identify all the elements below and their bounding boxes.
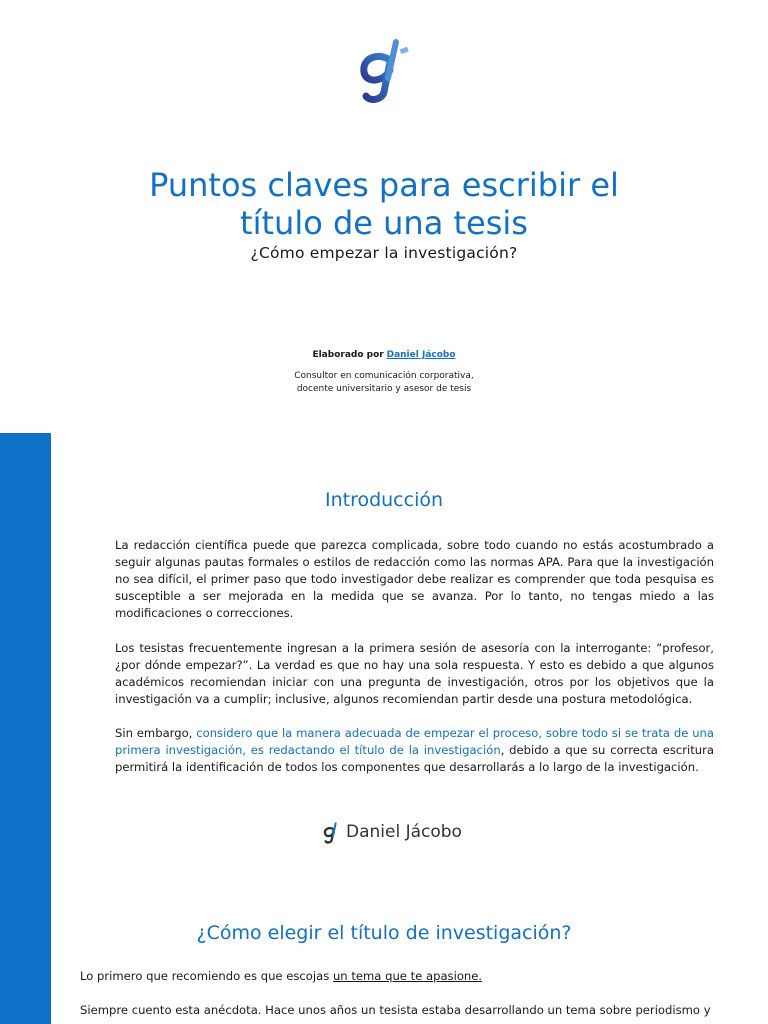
brand-mark-icon — [322, 820, 342, 844]
author-link[interactable]: Daniel Jácobo — [386, 350, 456, 360]
brand-signature — [322, 818, 462, 846]
author-role — [0, 370, 768, 396]
intro-paragraph-1: La redacción científica puede que parezca complicada, sobre todo cuando no estás acostumbrado a seguir algunas pautas formales o estilos de redacción como las normas APA. Para que la investigación no sea difícil, el primer paso que todo investigador debe realizar es comprender que toda pesquisa es susceptible a ser mejorada en la medida que se avanza. Por lo tanto, no tengas miedo a las modificaciones o correcciones. — [115, 538, 714, 620]
role-line-2: docente universitario y asesor de tesis — [296, 384, 472, 394]
brand-logo-icon — [356, 32, 414, 104]
brand-name: Daniel Jácobo — [346, 822, 462, 842]
intro-paragraph-3 — [115, 725, 714, 776]
s2p1-underlined: un tema que te apasione. — [332, 969, 483, 983]
s2p1-start: Lo primero que recomiendo es que escojas — [80, 969, 333, 983]
title-line-1: Puntos claves para escribir el — [149, 166, 619, 204]
credit-line — [0, 350, 768, 360]
section2-paragraph-2: Siempre cuento esta anécdota. Hace unos años un tesista estaba desarrollando un tema sobre periodismo y — [80, 1003, 711, 1017]
p3-start: Sin embargo, — [115, 726, 197, 740]
section2-paragraph-1 — [80, 969, 720, 983]
title-line-2: título de una tesis — [240, 204, 528, 242]
p3-highlight: considero que la manera adecuada de empezar el proceso, sobre todo si se trata de una primera investigación, es redactando el título de la investigación — [115, 726, 715, 757]
document-subtitle: ¿Cómo empezar la investigación? — [250, 244, 518, 262]
section2-heading: ¿Cómo elegir el título de investigación? — [196, 922, 572, 944]
role-line-1: Consultor en comunicación corporativa, — [294, 371, 474, 381]
intro-heading: Introducción — [324, 489, 444, 511]
intro-paragraph-2: Los tesistas frecuentemente ingresan a la primera sesión de asesoría con la interrogante: “profesor, ¿por dónde empezar?”. La verdad es que no hay una sola respuesta. Y esto es debido a que algunos académicos recomiendan iniciar con una pregunta de investigación, otros por los objetivos que la investigación va a cumplir; inclusive, algunos recomiendan partir desde una postura metodológica. — [115, 641, 714, 706]
credit-prefix: Elaborado por — [312, 350, 384, 360]
p3-end: , debido a que su correcta escritura permitirá la identificación de todos los componentes que desarrollarás a lo largo de la investigación. — [115, 743, 714, 774]
document-title — [0, 166, 768, 242]
